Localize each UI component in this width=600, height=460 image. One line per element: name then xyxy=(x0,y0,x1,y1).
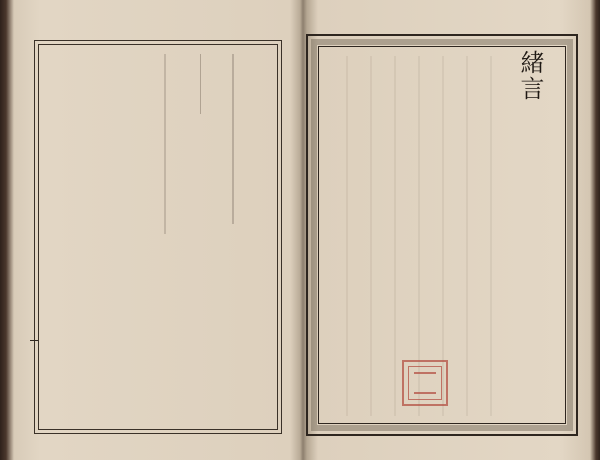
left-page-running-head xyxy=(232,54,234,224)
body-text-column xyxy=(394,56,396,416)
left-page xyxy=(14,10,300,450)
right-page xyxy=(306,10,592,450)
body-text-column xyxy=(346,56,348,416)
body-text-column xyxy=(466,56,468,416)
left-page-border xyxy=(34,40,282,434)
left-page-side-title-strip xyxy=(164,54,166,234)
preface-heading: 緒言 xyxy=(516,50,544,102)
body-text-column xyxy=(370,56,372,416)
left-page-chapter-marker xyxy=(200,54,201,114)
red-seal-stamp xyxy=(402,360,448,406)
body-text-column xyxy=(490,56,492,416)
left-page-edge-tick xyxy=(30,340,38,341)
